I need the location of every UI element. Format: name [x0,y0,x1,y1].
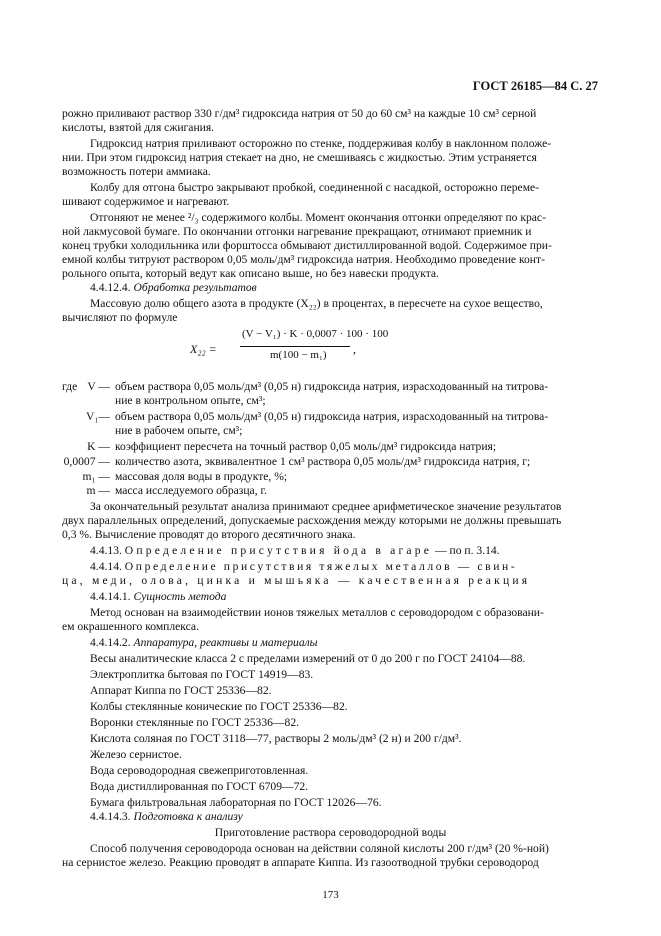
section-title-spaced: Определение присутствия тяжелых металлов — свин- [124,560,518,573]
text-line: вычисляют по формуле [62,311,178,324]
section-heading-4-4-14-1 [90,590,226,604]
material-item: Железо сернистое. [90,748,182,761]
section-number: 4.4.14.3. [90,810,131,823]
text-line: Гидроксид натрия приливают осторожно по стенке, поддерживая колбу в наклонном положе- [90,137,552,150]
formula-lhs: X₂₂ = [190,342,217,356]
material-item: Кислота соляная по ГОСТ 3118—77, растворы 2 моль/дм³ (2 н) и 200 г/дм³. [90,732,462,745]
section-heading-4-4-14 [90,560,517,574]
formula-comma: , [353,342,356,356]
text-line: шивают содержимое и нагревают. [62,195,230,208]
text-line: 0,3 %. Вычисление проводят до второго десятичного знака. [62,528,356,541]
text-line: емной колбы титруют раствором 0,05 моль/дм³ гидроксида натрия. Необходимо проведение конт- [62,253,545,266]
section-title-spaced: ца, меди, олова, цинка и мышьяка — качественная реакция [62,574,531,587]
def-symbol: 0,0007 — [63,455,110,468]
text-line: ной лакмусовой бумаге. По окончании отгонки нагревание прекращают, отнимают приемник и [62,225,532,238]
text-line: рожно приливают раствор 330 г/дм³ гидроксида натрия от 50 до 60 см³ на каждые 10 см³ серной [62,107,537,120]
text-line: на сернистое железо. Реакцию проводят в аппарате Киппа. Из газоотводной трубки сероводород [62,856,539,869]
page-number: 173 [322,889,339,901]
section-number: 4.4.13. [90,544,122,557]
section-tail: — по п. 3.14. [435,544,500,557]
text-line: нии. При этом гидроксид натрия стекает на дно, не смешиваясь с жидкостью. Этим устраняется [62,151,537,164]
text-line: возможность потери аммиака. [62,165,211,178]
section-title-spaced: Определение присутствия йода в агаре [124,544,433,557]
section-number: 4.4.14.1. [90,590,131,603]
def-text: ние в контрольном опыте, см³; [115,394,266,407]
def-text: количество азота, эквивалентное 1 см³ раствора 0,05 моль/дм³ гидроксида натрия, г; [115,455,531,468]
def-text: массовая доля воды в продукте, %; [115,470,288,483]
def-symbol: K — [87,440,110,453]
formula-numerator: (V − V₁) · K · 0,0007 · 100 · 100 [242,328,389,340]
section-title: Сущность метода [133,590,227,603]
section-heading-4-4-13 [90,544,500,558]
text-line: кислоты, взятой для сжигания. [62,121,215,134]
subsection-title: Приготовление раствора сероводородной воды [214,826,447,839]
def-text: ние в рабочем опыте, см³; [115,424,243,437]
section-number: 4.4.12.4. [90,281,131,294]
material-item: Бумага фильтровальная лабораторная по ГОСТ 12026—76. [90,796,382,809]
def-text: объем раствора 0,05 моль/дм³ (0,05 н) гидроксида натрия, израсходованный на титрова- [115,380,549,393]
section-title: Аппаратура, реактивы и материалы [133,636,318,649]
formula-denominator: m(100 − m₁) [270,349,327,361]
fraction-bar [240,346,350,347]
where-label: где [62,380,78,393]
section-heading-4-4-14-2 [90,636,318,650]
def-symbol: m — [86,484,110,497]
text-line: конец трубки холодильника или форштосса обмывают дистиллированной водой. Содержимое при- [62,239,552,252]
material-item: Весы аналитические класса 2 с пределами измерений от 0 до 200 г по ГОСТ 24104—88. [90,652,526,665]
def-symbol: V — [87,380,110,393]
material-item: Вода сероводородная свежеприготовленная. [90,764,309,777]
text-line: рольного опыта, который ведут как описано выше, но без навески продукта. [62,267,439,280]
def-symbol: m₁ — [82,470,110,483]
text-line: Метод основан на взаимодействии ионов тяжелых металлов с сероводородом с образовани- [90,606,544,619]
text-line: ем окрашенного комплекса. [62,620,199,633]
page-header: ГОСТ 26185—84 С. 27 [472,79,598,93]
section-number: 4.4.14. [90,560,122,573]
material-item: Электроплитка бытовая по ГОСТ 14919—83. [90,668,314,681]
text-line: За окончательный результат анализа принимают среднее арифметическое значение результатов [90,500,562,513]
section-heading-4-4-14-3 [90,810,243,824]
section-heading-4-4-12-4 [90,281,257,295]
formula [190,328,410,374]
material-item: Вода дистиллированная по ГОСТ 6709—72. [90,780,309,793]
material-item: Воронки стеклянные по ГОСТ 25336—82. [90,716,300,729]
text-line: Колбу для отгона быстро закрывают пробкой, соединенной с насадкой, осторожно переме- [90,181,540,194]
section-title: Подготовка к анализу [133,810,243,823]
material-item: Аппарат Киппа по ГОСТ 25336—82. [90,684,272,697]
material-item: Колбы стеклянные конические по ГОСТ 25336—82. [90,700,348,713]
def-text: масса исследуемого образца, г. [115,484,267,497]
text-line: Массовую долю общего азота в продукте (X₂₂) в процентах, в пересчете на сухое вещество, [90,297,543,310]
def-symbol: V₁— [85,410,110,423]
section-title: Обработка результатов [133,281,257,294]
def-text: объем раствора 0,05 моль/дм³ (0,05 н) гидроксида натрия, израсходованный на титрова- [115,410,549,423]
text-line: Отгоняют не менее ²/₃ содержимого колбы. Момент окончания отгонки определяют по крас- [90,211,546,224]
def-text: коэффициент пересчета на точный раствор 0,05 моль/дм³ гидроксида натрия; [115,440,497,453]
text-line: Способ получения сероводорода основан на действии соляной кислоты 200 г/дм³ (20 %-ной) [90,842,549,855]
text-line: двух параллельных определений, допускаемые расхождения между которыми не должны превышать [62,514,562,527]
section-number: 4.4.14.2. [90,636,131,649]
